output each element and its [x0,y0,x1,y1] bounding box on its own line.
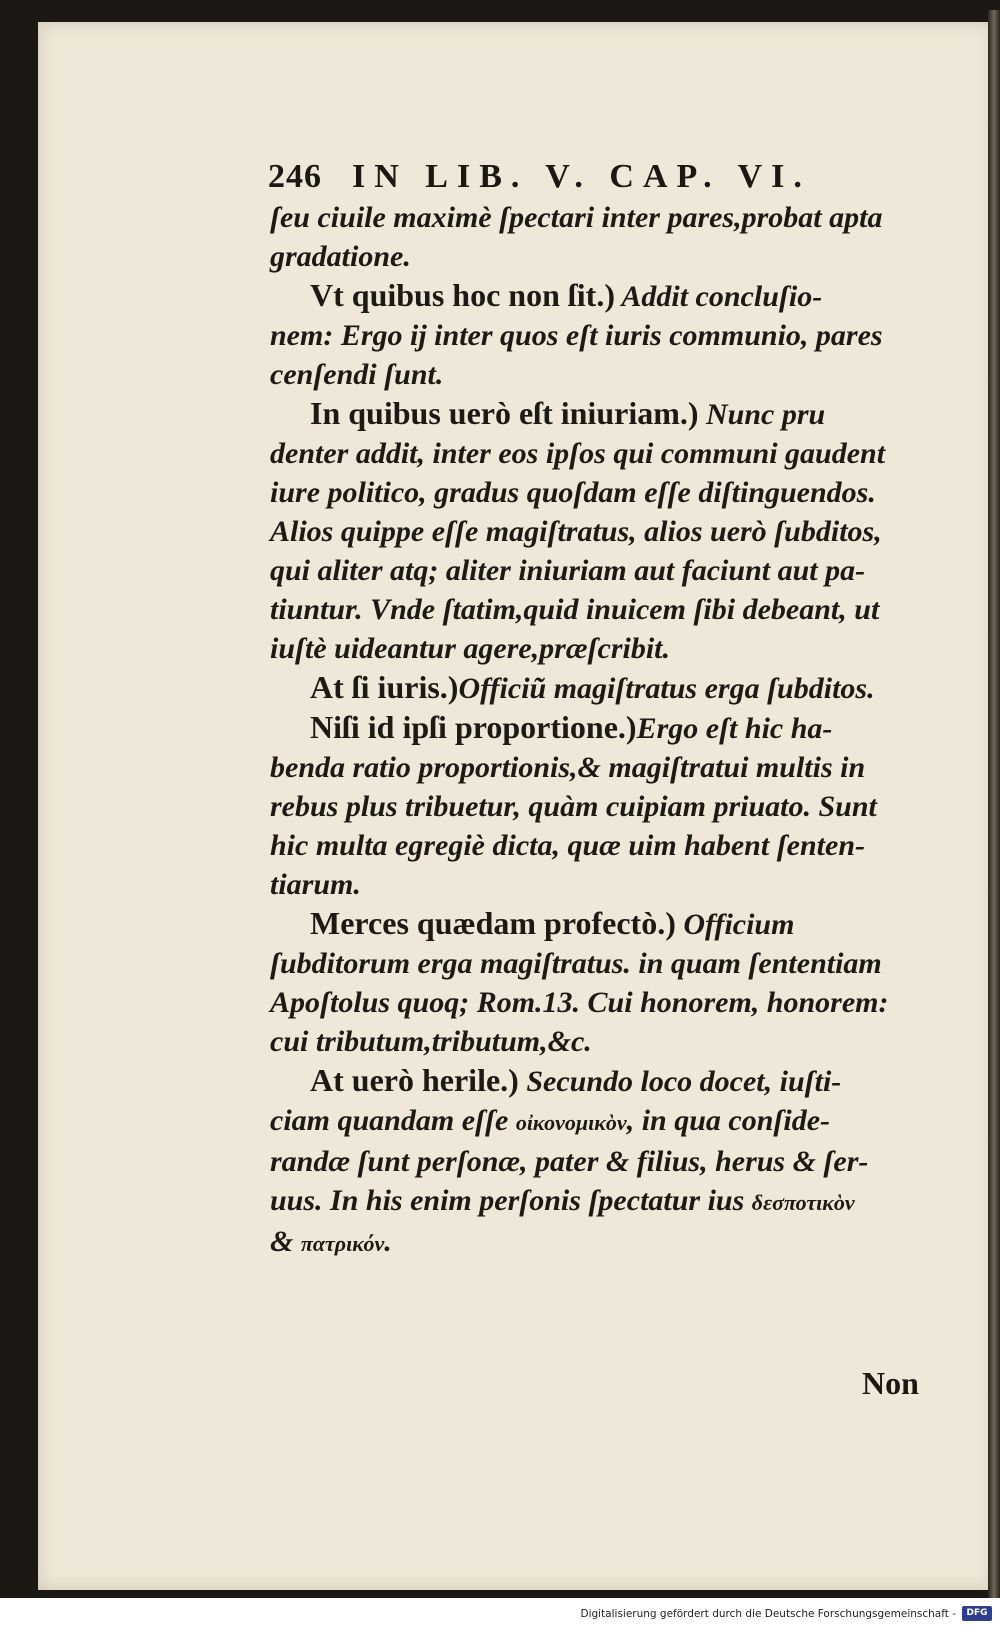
lemma: In quibus uerò eſt iniuriam.) [310,395,699,431]
text-line: ſubditorum erga magiſtratus. in quam ſententiam [270,947,882,980]
catchword: Non [862,1365,919,1401]
footer-bar [0,1598,1000,1635]
dfg-logo-label: DFG [966,1608,988,1618]
commentary-text: Nunc pru [698,398,826,431]
page-number: 246 [268,158,322,195]
commentary-text: Secundo loco docet, iuſti- [518,1065,842,1098]
text-line: Alios quippe eſſe magiſtratus, alios uerò ſubditos, [270,515,882,548]
text-line: Apoſtolus quoq; Rom.13. Cui honorem, honorem: [270,986,889,1019]
text-line [270,1061,950,1101]
commentary-text: Officiũ magiſtratus erga ſubditos. [458,672,875,705]
text-line: gradatione. [270,240,411,273]
commentary-text: Officium [675,908,795,941]
lemma: At ſi iuris.) [310,669,459,705]
text-line: denter addit, inter eos ipſos qui communi gaudent [270,437,886,470]
text-line [270,1222,950,1263]
body-text [270,198,950,1263]
text-line [270,668,950,708]
dfg-logo-icon [962,1606,992,1621]
text-line [270,1181,950,1222]
lemma: At uerò herile.) [310,1062,519,1098]
line-text: , in qua conſide- [626,1104,831,1137]
text-line: cenſendi ſunt. [270,358,444,391]
text-line: nem: Ergo ij inter quos eſt iuris communio, pares [270,319,883,352]
text-line: hic multa egregiè dicta, quæ uim habent ſenten- [270,829,866,862]
text-line: iuſtè uideantur agere,præſcribit. [270,632,671,665]
text-line: cui tributum,tributum,&c. [270,1025,592,1058]
commentary-text: Ergo eſt hic ha- [636,712,833,745]
line-text: . [384,1225,392,1258]
text-line: qui aliter atq; aliter iniuriam aut faciunt aut pa- [270,554,866,587]
lemma: Niſi id ipſi proportione.) [310,709,637,745]
line-text: ciam quandam eſſe [270,1104,516,1137]
text-line: tiuntur. Vnde ſtatim,quid inuicem ſibi debeant, ut [270,593,880,626]
lemma: Merces quædam profectò.) [310,905,676,941]
text-line: randæ ſunt perſonæ, pater & filius, herus & ſer- [270,1145,869,1178]
lemma: Vt quibus hoc non ſit.) [310,277,615,313]
text-line [270,276,950,316]
text-line: rebus plus tribuetur, quàm cuipiam priuato. Sunt [270,790,877,823]
text-line [270,394,950,434]
greek-term: δεσποτικὸν [751,1190,855,1215]
text-line [270,1101,950,1142]
page-edge [988,10,1000,1598]
line-text: & [270,1225,301,1258]
text-line: ſeu ciuile maximè ſpectari inter pares,probat apta [270,201,883,234]
text-line [270,708,950,748]
text-line: iure politico, gradus quoſdam eſſe diſtinguendos. [270,476,876,509]
footer-credit: Digitalisierung gefördert durch die Deutsche Forschungsgemeinschaft - [580,1608,956,1620]
text-line: benda ratio proportionis,& magiſtratui multis in [270,751,866,784]
commentary-text: Addit concluſio- [614,280,823,313]
greek-term: οἰκονομικὸν [515,1110,627,1135]
text-line: tiarum. [270,868,361,901]
text-line [270,904,950,944]
running-title: IN LIB. V. CAP. VI. [352,158,811,195]
greek-term: πατρικόν [300,1231,385,1256]
line-text: uus. In his enim perſonis ſpectatur ius [270,1184,752,1217]
